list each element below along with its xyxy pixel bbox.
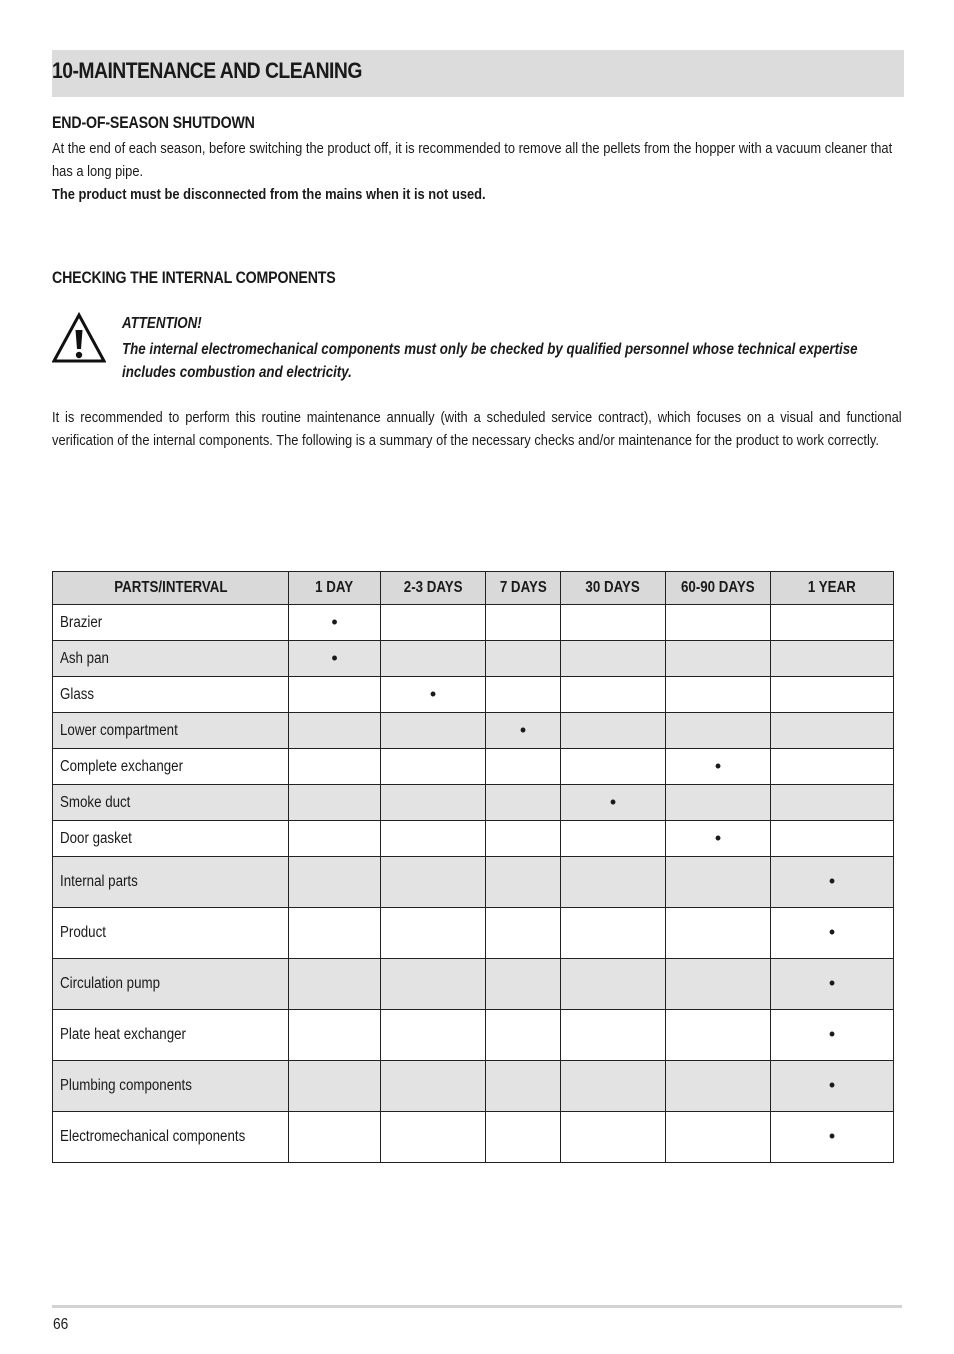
interval-cell <box>486 677 561 713</box>
part-name: Plumbing components <box>60 1077 192 1094</box>
interval-cell <box>486 1112 561 1163</box>
interval-cell <box>381 677 486 713</box>
interval-cell <box>666 857 771 908</box>
table-row <box>53 1112 894 1163</box>
part-name-cell <box>53 641 289 677</box>
checking-body: It is recommended to perform this routine maintenance annually (with a scheduled service contract), which focuses on a visual and functional verification of the internal components. The following is a summary of the necessary checks and/or maintenance for the product to work correctly. <box>52 409 902 449</box>
interval-cell <box>666 713 771 749</box>
check-mark-bullet-icon: • <box>519 719 527 740</box>
interval-cell <box>771 908 894 959</box>
part-name-cell <box>53 908 289 959</box>
interval-cell <box>289 1112 381 1163</box>
column-header-label: 1 DAY <box>315 579 354 596</box>
part-name: Internal parts <box>60 873 138 890</box>
column-header-label: 2-3 DAYS <box>403 579 463 596</box>
column-header <box>771 572 894 605</box>
interval-cell <box>289 605 381 641</box>
column-header <box>666 572 771 605</box>
interval-cell <box>561 1112 666 1163</box>
interval-cell <box>289 857 381 908</box>
interval-cell <box>561 785 666 821</box>
part-name: Ash pan <box>60 649 109 667</box>
table-row <box>53 959 894 1010</box>
interval-cell <box>561 677 666 713</box>
interval-cell <box>289 959 381 1010</box>
footer-divider <box>52 1305 902 1308</box>
table-row <box>53 677 894 713</box>
check-mark-bullet-icon: • <box>828 922 836 942</box>
column-header-label: 60-90 DAYS <box>681 579 755 596</box>
interval-cell <box>289 908 381 959</box>
interval-cell <box>561 1061 666 1112</box>
column-header <box>53 572 289 605</box>
part-name-cell <box>53 605 289 641</box>
interval-cell <box>486 857 561 908</box>
interval-cell <box>771 1112 894 1163</box>
part-name-cell <box>53 1112 289 1163</box>
column-header <box>561 572 666 605</box>
column-header <box>381 572 486 605</box>
shutdown-bold-text: The product must be disconnected from the mains when it is not used. <box>52 186 486 203</box>
check-mark-bullet-icon: • <box>609 791 617 812</box>
shutdown-text: At the end of each season, before switching the product off, it is recommended to remove all the pellets from the hopper with a vacuum cleaner that has a long pipe. <box>52 140 893 180</box>
part-name-cell <box>53 785 289 821</box>
interval-cell <box>289 821 381 857</box>
interval-cell <box>289 1061 381 1112</box>
interval-cell <box>666 908 771 959</box>
part-name-cell <box>53 857 289 908</box>
interval-cell <box>381 1112 486 1163</box>
maintenance-schedule-table <box>52 571 894 1163</box>
check-mark-bullet-icon: • <box>828 1126 836 1146</box>
part-name: Glass <box>60 685 95 703</box>
interval-cell <box>561 821 666 857</box>
table-row <box>53 605 894 641</box>
interval-cell <box>486 908 561 959</box>
column-header <box>289 572 381 605</box>
interval-cell <box>289 713 381 749</box>
interval-cell <box>561 605 666 641</box>
check-mark-bullet-icon: • <box>331 611 338 632</box>
part-name-cell <box>53 1010 289 1061</box>
interval-cell <box>486 713 561 749</box>
interval-cell <box>381 641 486 677</box>
part-name: Electromechanical components <box>60 1128 246 1145</box>
interval-cell <box>289 677 381 713</box>
part-name-cell <box>53 677 289 713</box>
interval-cell <box>381 857 486 908</box>
interval-cell <box>486 1061 561 1112</box>
interval-cell <box>771 605 894 641</box>
interval-cell <box>381 605 486 641</box>
column-header <box>486 572 561 605</box>
interval-cell <box>771 749 894 785</box>
table-header-row <box>53 572 894 605</box>
interval-cell <box>666 641 771 677</box>
interval-cell <box>771 959 894 1010</box>
part-name-cell <box>53 1061 289 1112</box>
table-row <box>53 785 894 821</box>
interval-cell <box>771 713 894 749</box>
interval-cell <box>381 821 486 857</box>
interval-cell <box>666 1010 771 1061</box>
interval-cell <box>289 1010 381 1061</box>
interval-cell <box>666 1061 771 1112</box>
interval-cell <box>486 749 561 785</box>
table-row <box>53 821 894 857</box>
check-mark-bullet-icon: • <box>828 973 836 993</box>
part-name: Circulation pump <box>60 975 161 992</box>
part-name: Door gasket <box>60 829 132 847</box>
table-row <box>53 749 894 785</box>
column-header-label: PARTS/INTERVAL <box>113 579 228 596</box>
check-mark-bullet-icon: • <box>714 827 722 848</box>
interval-cell <box>771 1061 894 1112</box>
page-number: 66 <box>53 1316 69 1333</box>
table-row <box>53 713 894 749</box>
interval-cell <box>289 749 381 785</box>
part-name: Product <box>60 924 106 941</box>
interval-cell <box>561 908 666 959</box>
table-row <box>53 857 894 908</box>
part-name: Lower compartment <box>60 721 178 739</box>
interval-cell <box>771 785 894 821</box>
attention-text: The internal electromechanical components must only be checked by qualified personnel whose technical expertise includes combustion and electricity. <box>122 341 858 381</box>
interval-cell <box>486 641 561 677</box>
interval-cell <box>561 857 666 908</box>
interval-cell <box>771 857 894 908</box>
table-row <box>53 1061 894 1112</box>
interval-cell <box>381 1010 486 1061</box>
interval-cell <box>666 677 771 713</box>
table-row <box>53 641 894 677</box>
interval-cell <box>381 749 486 785</box>
table-row <box>53 1010 894 1061</box>
interval-cell <box>486 785 561 821</box>
interval-cell <box>289 641 381 677</box>
interval-cell <box>381 908 486 959</box>
interval-cell <box>771 641 894 677</box>
check-mark-bullet-icon: • <box>331 647 338 668</box>
interval-cell <box>486 1010 561 1061</box>
part-name: Smoke duct <box>60 793 131 811</box>
part-name-cell <box>53 713 289 749</box>
check-mark-bullet-icon: • <box>828 1075 836 1095</box>
interval-cell <box>666 749 771 785</box>
interval-cell <box>381 959 486 1010</box>
interval-cell <box>486 959 561 1010</box>
attention-title: ATTENTION! <box>122 315 202 332</box>
interval-cell <box>666 605 771 641</box>
interval-cell <box>289 785 381 821</box>
shutdown-heading: END-OF-SEASON SHUTDOWN <box>52 114 255 132</box>
column-header-label: 30 DAYS <box>585 579 641 596</box>
interval-cell <box>561 959 666 1010</box>
interval-cell <box>666 785 771 821</box>
interval-cell <box>666 959 771 1010</box>
interval-cell <box>561 1010 666 1061</box>
check-mark-bullet-icon: • <box>429 683 437 704</box>
interval-cell <box>381 1061 486 1112</box>
table-row <box>53 908 894 959</box>
check-mark-bullet-icon: • <box>828 1024 836 1044</box>
check-mark-bullet-icon: • <box>714 755 722 776</box>
interval-cell <box>486 605 561 641</box>
checking-heading: CHECKING THE INTERNAL COMPONENTS <box>52 269 336 287</box>
interval-cell <box>486 821 561 857</box>
interval-cell <box>771 1010 894 1061</box>
interval-cell <box>666 1112 771 1163</box>
interval-cell <box>561 713 666 749</box>
part-name: Plate heat exchanger <box>60 1026 186 1043</box>
interval-cell <box>381 785 486 821</box>
column-header-label: 1 YEAR <box>808 579 856 596</box>
check-mark-bullet-icon: • <box>828 871 836 891</box>
part-name: Brazier <box>60 613 103 631</box>
section-title: 10-MAINTENANCE AND CLEANING <box>52 58 362 83</box>
interval-cell <box>381 713 486 749</box>
part-name-cell <box>53 749 289 785</box>
interval-cell <box>771 821 894 857</box>
column-header-label: 7 DAYS <box>499 579 547 596</box>
interval-cell <box>771 677 894 713</box>
interval-cell <box>666 821 771 857</box>
part-name-cell <box>53 821 289 857</box>
interval-cell <box>561 641 666 677</box>
part-name-cell <box>53 959 289 1010</box>
warning-triangle-icon <box>52 312 106 364</box>
part-name: Complete exchanger <box>60 757 184 775</box>
interval-cell <box>561 749 666 785</box>
